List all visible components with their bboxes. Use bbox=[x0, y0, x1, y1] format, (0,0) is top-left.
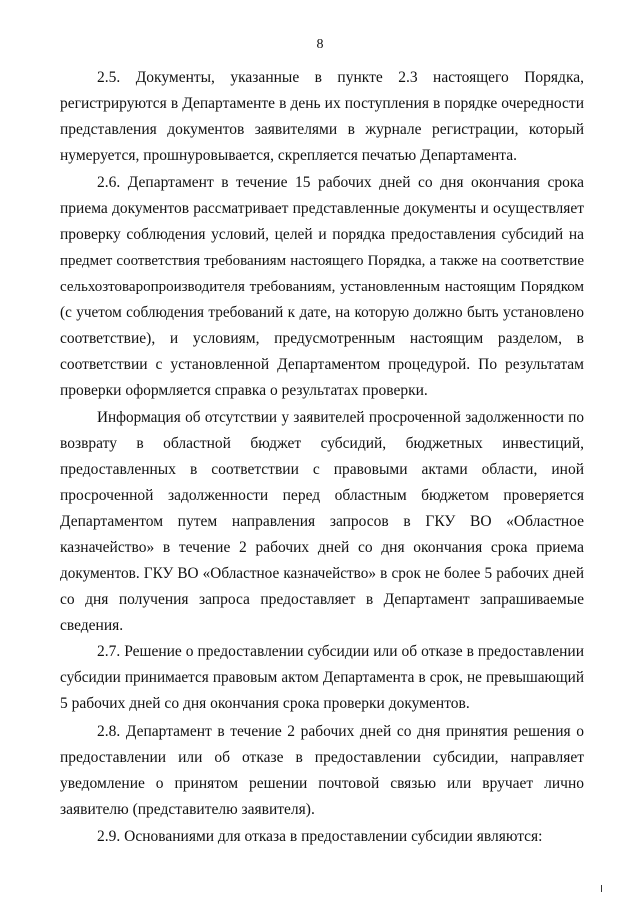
text-line: нумеруется, прошнуровывается, скрепляется печатью Департамента. bbox=[60, 147, 518, 164]
text-line: 2.5. Документы, указанные в пункте 2.3 настоящего Порядка, bbox=[97, 69, 584, 86]
text-line: 5 рабочих дней со дня окончания срока проверки документов. bbox=[60, 695, 470, 712]
text-line: уведомление о принятом решении почтовой связью или вручает лично bbox=[60, 775, 584, 792]
text-line: просроченной задолженности перед областным бюджетом проверяется bbox=[60, 487, 584, 504]
text-line: предоставленных в соответствии с правовыми актами области, иной bbox=[60, 461, 584, 478]
text-line: возврату в областной бюджет субсидий, бюджетных инвестиций, bbox=[60, 435, 584, 452]
text-line: 2.6. Департамент в течение 15 рабочих дней со дня окончания срока bbox=[97, 174, 584, 191]
text-line: проверку соблюдения условий, целей и порядка предоставления субсидий на bbox=[60, 226, 584, 243]
text-line: сельхозтоваропроизводителя требованиям, установленным настоящим Порядком bbox=[60, 279, 584, 295]
text-line: предмет соответствия требованиям настоящего Порядка, а также на соответствие bbox=[60, 253, 584, 269]
text-line: представления документов заявителями в журнале регистрации, который bbox=[60, 121, 584, 138]
text-line: заявителю (представителю заявителя). bbox=[60, 801, 315, 818]
text-line: соответствие), и условиям, предусмотренным настоящим разделом, в bbox=[60, 330, 584, 347]
text-line: сведения. bbox=[60, 617, 124, 634]
text-line: Информация об отсутствии у заявителей просроченной задолженности по bbox=[97, 409, 584, 426]
text-line: проверки оформляется справка о результатах проверки. bbox=[60, 382, 428, 399]
text-line: субсидии принимается правовым актом Департамента в срок, не превышающий bbox=[60, 669, 584, 686]
text-line: регистрируются в Департаменте в день их поступления в порядке очередности bbox=[60, 95, 584, 112]
text-line: предоставлении или об отказе в предоставлении субсидии, направляет bbox=[60, 749, 584, 766]
page-number: 8 bbox=[316, 37, 324, 52]
text-line: соответствии с установленной Департаментом процедурой. По результатам bbox=[60, 356, 584, 373]
text-line: 2.9. Основаниями для отказа в предоставлении субсидии являются: bbox=[97, 828, 543, 845]
scan-edge-mark bbox=[601, 885, 602, 892]
text-line: документов. ГКУ ВО «Областное казначейство» в срок не более 5 рабочих дней bbox=[60, 565, 584, 582]
text-line: казначейство» в течение 2 рабочих дней со дня окончания срока приема bbox=[60, 539, 584, 556]
text-line: 2.7. Решение о предоставлении субсидии или об отказе в предоставлении bbox=[97, 643, 584, 660]
text-line: приема документов рассматривает представленные документы и осуществляет bbox=[60, 200, 584, 217]
text-line: 2.8. Департамент в течение 2 рабочих дней со дня принятия решения о bbox=[97, 723, 584, 740]
text-line: со дня получения запроса предоставляет в Департамент запрашиваемые bbox=[60, 591, 584, 608]
text-line: Департаментом путем направления запросов в ГКУ ВО «Областное bbox=[60, 513, 584, 530]
text-line: (с учетом соблюдения требований к дате, на которую должно быть установлено bbox=[60, 304, 584, 321]
